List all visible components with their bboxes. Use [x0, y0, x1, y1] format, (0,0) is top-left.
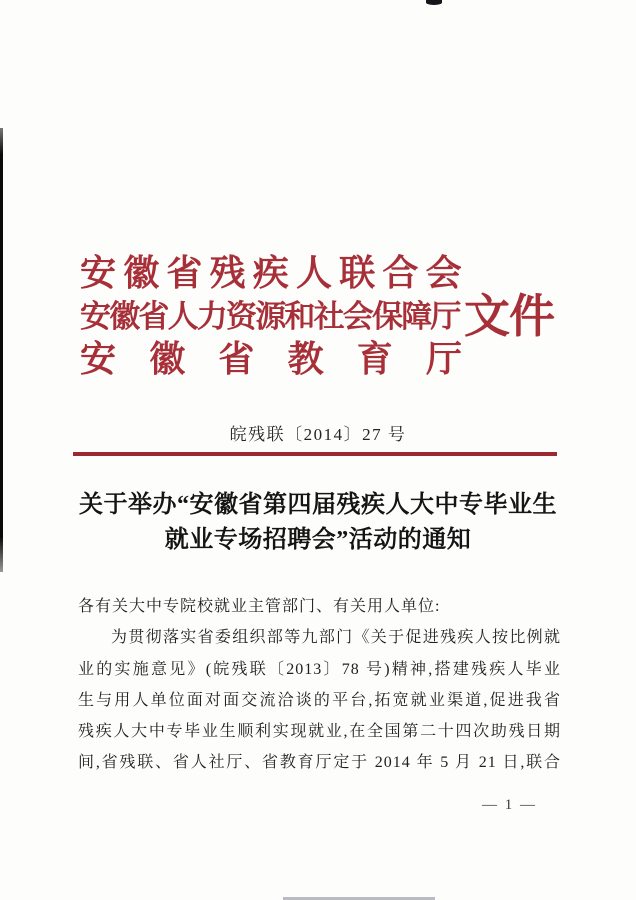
document-title-line-2: 就业专场招聘会”活动的通知 [164, 527, 472, 553]
page-number: — 1 — [482, 797, 537, 813]
letterhead-doc-type-label: 文件 [464, 291, 554, 342]
scan-artifact-top-smudge [426, 0, 442, 5]
letterhead-red-rule [73, 452, 557, 456]
document-title-line-1: 关于举办“安徽省第四届残疾人大中专毕业生 [79, 492, 557, 518]
document-number: 皖残联〔2014〕27 号 [229, 425, 407, 444]
body-salutation: 各有关大中专院校就业主管部门、有关用人单位: [78, 598, 441, 615]
body-text-line: 间,省残联、省人社厅、省教育厅定于 2014 年 5 月 21 日,联合 [78, 754, 561, 772]
body-text-line: 生与用人单位面对面交流洽谈的平台,拓宽就业渠道,促进我省 [78, 691, 561, 709]
body-text-line: 业的实施意见》(皖残联〔2013〕78 号)精神,搭建残疾人毕业 [78, 660, 561, 678]
document-title [0, 488, 636, 558]
body-text-line: 为贯彻落实省委组织部等九部门《关于促进残疾人按比例就 [111, 629, 561, 647]
letterhead-org-3: 安徽省教育厅 [80, 339, 496, 379]
document-body [78, 591, 561, 779]
body-text-line: 残疾人大中专毕业生顺利实现就业,在全国第二十四次助残日期 [78, 723, 561, 741]
letterhead-org-2: 安徽省人力资源和社会保障厅 [80, 299, 460, 334]
letterhead-org-1: 安徽省残疾人联合会 [80, 253, 469, 293]
letterhead [80, 252, 496, 381]
